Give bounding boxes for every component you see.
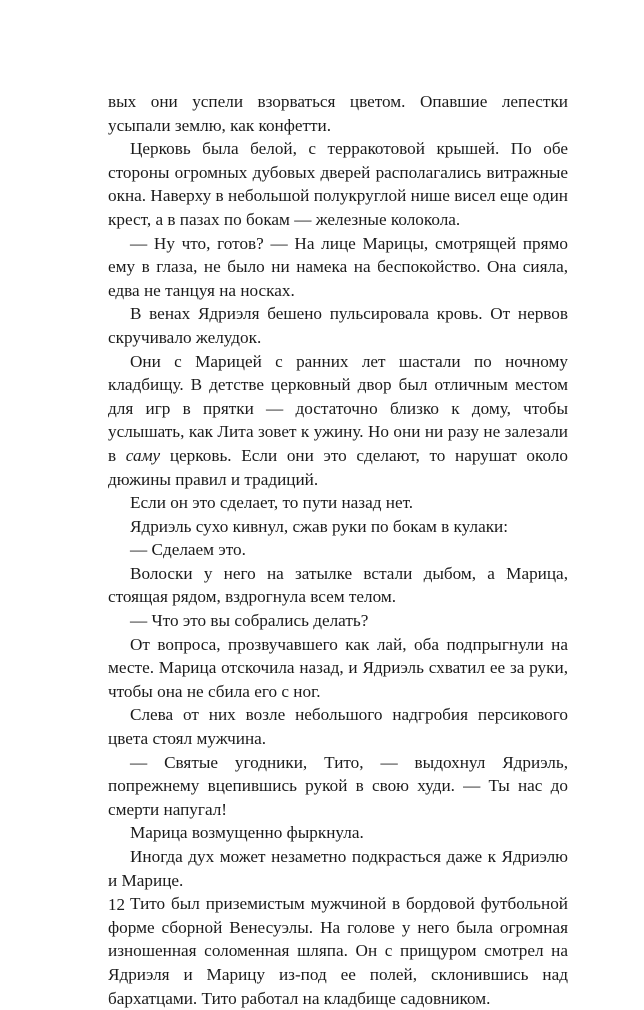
paragraph-tito-description: Тито был приземистым мужчиной в бордовой футбольной форме сборной Венесуэлы. На голове у него была огромная изношенная соломенная шляпа. Он с прищуром смотрел на Ядриэля и Марицу из-под ее полей, склонившись над бархатцами. Тито работал на кладбище садовником. [108, 894, 568, 1008]
paragraph-continuation: вых они успели взорваться цветом. Опавшие лепестки усыпали землю, как конфетти. [108, 92, 568, 135]
paragraph-dialogue-question: — Что это вы собрались делать? [130, 611, 369, 631]
paragraph-dialogue-maritsa: — Ну что, готов? — На лице Марицы, смотрящей прямо ему в глаза, не было ни намека на беспокойство. Она сияла, едва не танцуя на носках. [108, 233, 568, 300]
paragraph-man-by-grave: Слева от них возле небольшого надгробия персикового цвета стоял мужчина. [108, 705, 568, 749]
page-number: 12 [108, 895, 125, 914]
paragraph-text-part: Они с Марицей с ранних лет шастали по ночному кладбищу. В детстве церковный двор был отличным местом для игр в прятки — достаточно близко к дому, чтобы услышать, как Лита зовет к ужину. Но они ни разу не залезали в [108, 351, 568, 465]
body-text [108, 90, 568, 1010]
emphasis-word: саму [125, 445, 161, 465]
paragraph-jump: От вопроса, прозвучавшего как лай, оба подпрыгнули на месте. Марица отскочила назад, и Ядриэль схватил ее за руки, чтобы она не сбила его с ног. [108, 634, 568, 701]
paragraph-church-description: Церковь была белой, с терракотовой крышей. По обе стороны огромных дубовых дверей располагались витражные окна. Наверху в небольшой полукруглой нише висел еще один крест, а в пазах по бокам — железные колокола. [108, 139, 568, 229]
paragraph-dialogue-lets-do-it: — Сделаем это. [130, 540, 246, 560]
paragraph-no-way-back: Если он это сделает, то пути назад нет. [130, 493, 414, 513]
paragraph-spirit-sneak: Иногда дух может незаметно подкрасться даже к Ядриэлю и Марице. [108, 847, 568, 890]
paragraph-maritsa-snort: Марица возмущенно фыркнула. [130, 823, 364, 843]
paragraph-yadriel-nerves: В венах Ядриэля бешено пульсировала кровь. От нервов скручивало желудок. [108, 304, 568, 347]
paragraph-goosebumps: Волоски у него на затылке встали дыбом, а Марица, стоящая рядом, вздрогнула всем телом. [108, 563, 568, 607]
paragraph-cemetery-childhood [108, 350, 568, 492]
paragraph-dialogue-tito: — Святые угодники, Тито, — выдохнул Ядриэль, попрежнему вцепившись рукой в свою худи. — Ты нас до смерти напугал! [108, 752, 568, 819]
paragraph-yadriel-nod: Ядриэль сухо кивнул, сжав руки по бокам в кулаки: [130, 516, 509, 536]
paragraph-text-part: церковь. Если они это сделают, то нарушат около дюжины правил и традиций. [108, 445, 568, 489]
